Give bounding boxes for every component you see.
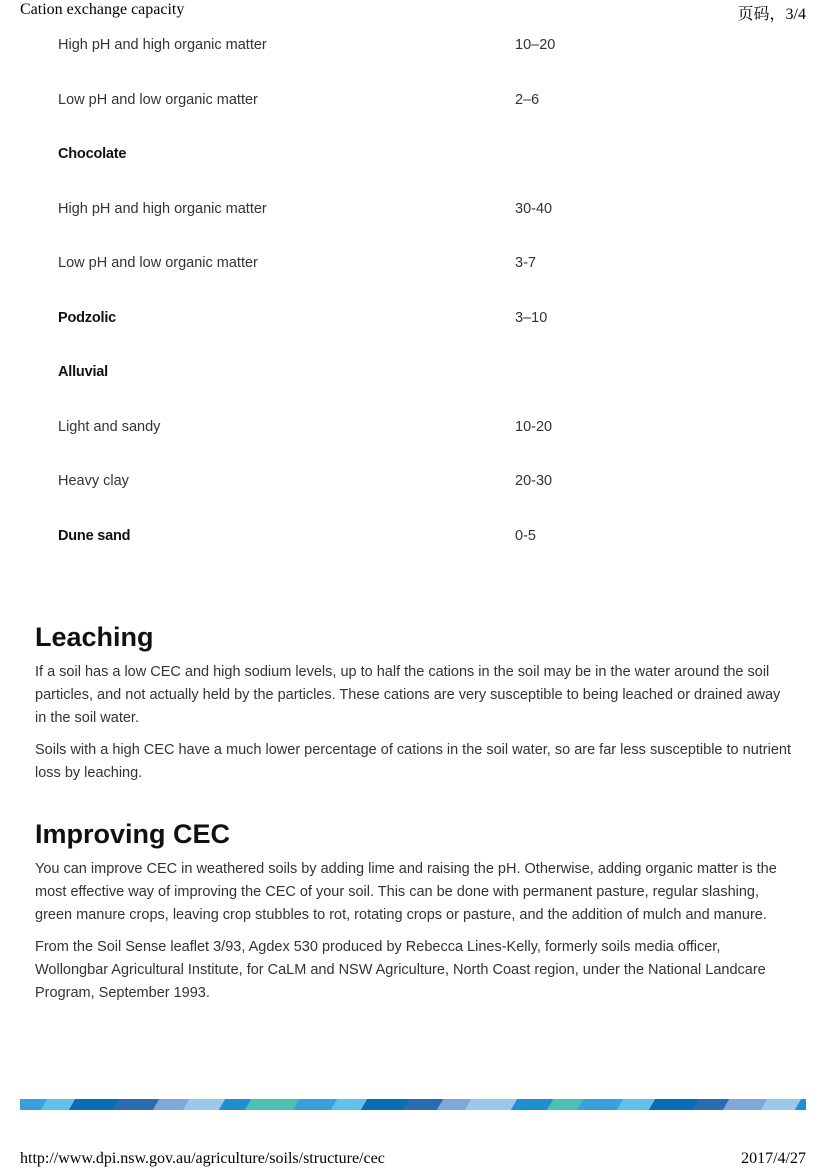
soil-type: Alluvial bbox=[58, 364, 108, 380]
soil-type: Low pH and low organic matter bbox=[58, 255, 258, 271]
soil-type: Chocolate bbox=[58, 146, 127, 162]
improving-paragraph-1: You can improve CEC in weathered soils by adding lime and raising the pH. Otherwise, adding organic matter is the most effective way of improving the CEC of your soil. This can be done with permanent pasture, regular slashing, green manure crops, leaving crop stubbles to rot, rotating crops or pasture, and the addition of mulch and manure. bbox=[35, 861, 777, 923]
improving-cec-heading: Improving CEC bbox=[35, 819, 231, 849]
table-row bbox=[58, 362, 798, 417]
header-title: Cation exchange capacity bbox=[20, 1, 185, 18]
cec-value: 20-30 bbox=[515, 473, 553, 489]
decorative-footer-stripe bbox=[20, 1099, 806, 1110]
cec-value: 0-5 bbox=[515, 527, 536, 544]
cec-value: 30-40 bbox=[515, 200, 553, 217]
header-page-number: 页码，3/4 bbox=[737, 6, 806, 23]
table-row bbox=[58, 526, 798, 581]
cec-value: 10-20 bbox=[515, 418, 553, 435]
cec-value: 3–10 bbox=[515, 309, 548, 326]
soil-type: Podzolic bbox=[58, 309, 117, 326]
soil-type: Dune sand bbox=[58, 527, 131, 544]
cec-value: 2–6 bbox=[515, 91, 540, 108]
cec-value: 3-7 bbox=[515, 255, 536, 271]
leaching-paragraph-2: Soils with a high CEC have a much lower percentage of cations in the soil water, so are far less susceptible to nutrient loss by leaching. bbox=[35, 742, 792, 781]
leaching-paragraph-1: If a soil has a low CEC and high sodium levels, up to half the cations in the soil may be in the water around the soil particles, and not actually held by the particles. These cations are very susceptible to being leached or drained away in the soil water. bbox=[35, 664, 781, 726]
source-credit-paragraph: From the Soil Sense leaflet 3/93, Agdex 530 produced by Rebecca Lines-Kelly, formerly soils media officer, Wollongbar Agricultural Institute, for CaLM and NSW Agriculture, North Coast region, under the National Landcare Program, September 1993. bbox=[35, 939, 766, 1001]
soil-type: Light and sandy bbox=[58, 418, 161, 435]
table-row bbox=[58, 35, 798, 90]
table-row bbox=[58, 253, 798, 308]
soil-type: Low pH and low organic matter bbox=[58, 91, 258, 108]
cec-value: 10–20 bbox=[515, 37, 556, 53]
table-row bbox=[58, 199, 798, 254]
soil-type: Heavy clay bbox=[58, 473, 129, 489]
table-row bbox=[58, 308, 798, 363]
footer-url: http://www.dpi.nsw.gov.au/agriculture/soils/structure/cec bbox=[20, 1150, 385, 1167]
leaching-heading: Leaching bbox=[35, 622, 154, 652]
footer-date: 2017/4/27 bbox=[741, 1150, 806, 1167]
soil-type: High pH and high organic matter bbox=[58, 200, 267, 217]
table-row bbox=[58, 90, 798, 145]
cec-table bbox=[58, 35, 798, 580]
table-row bbox=[58, 144, 798, 199]
table-row bbox=[58, 471, 798, 526]
soil-type: High pH and high organic matter bbox=[58, 37, 267, 53]
table-row bbox=[58, 417, 798, 472]
